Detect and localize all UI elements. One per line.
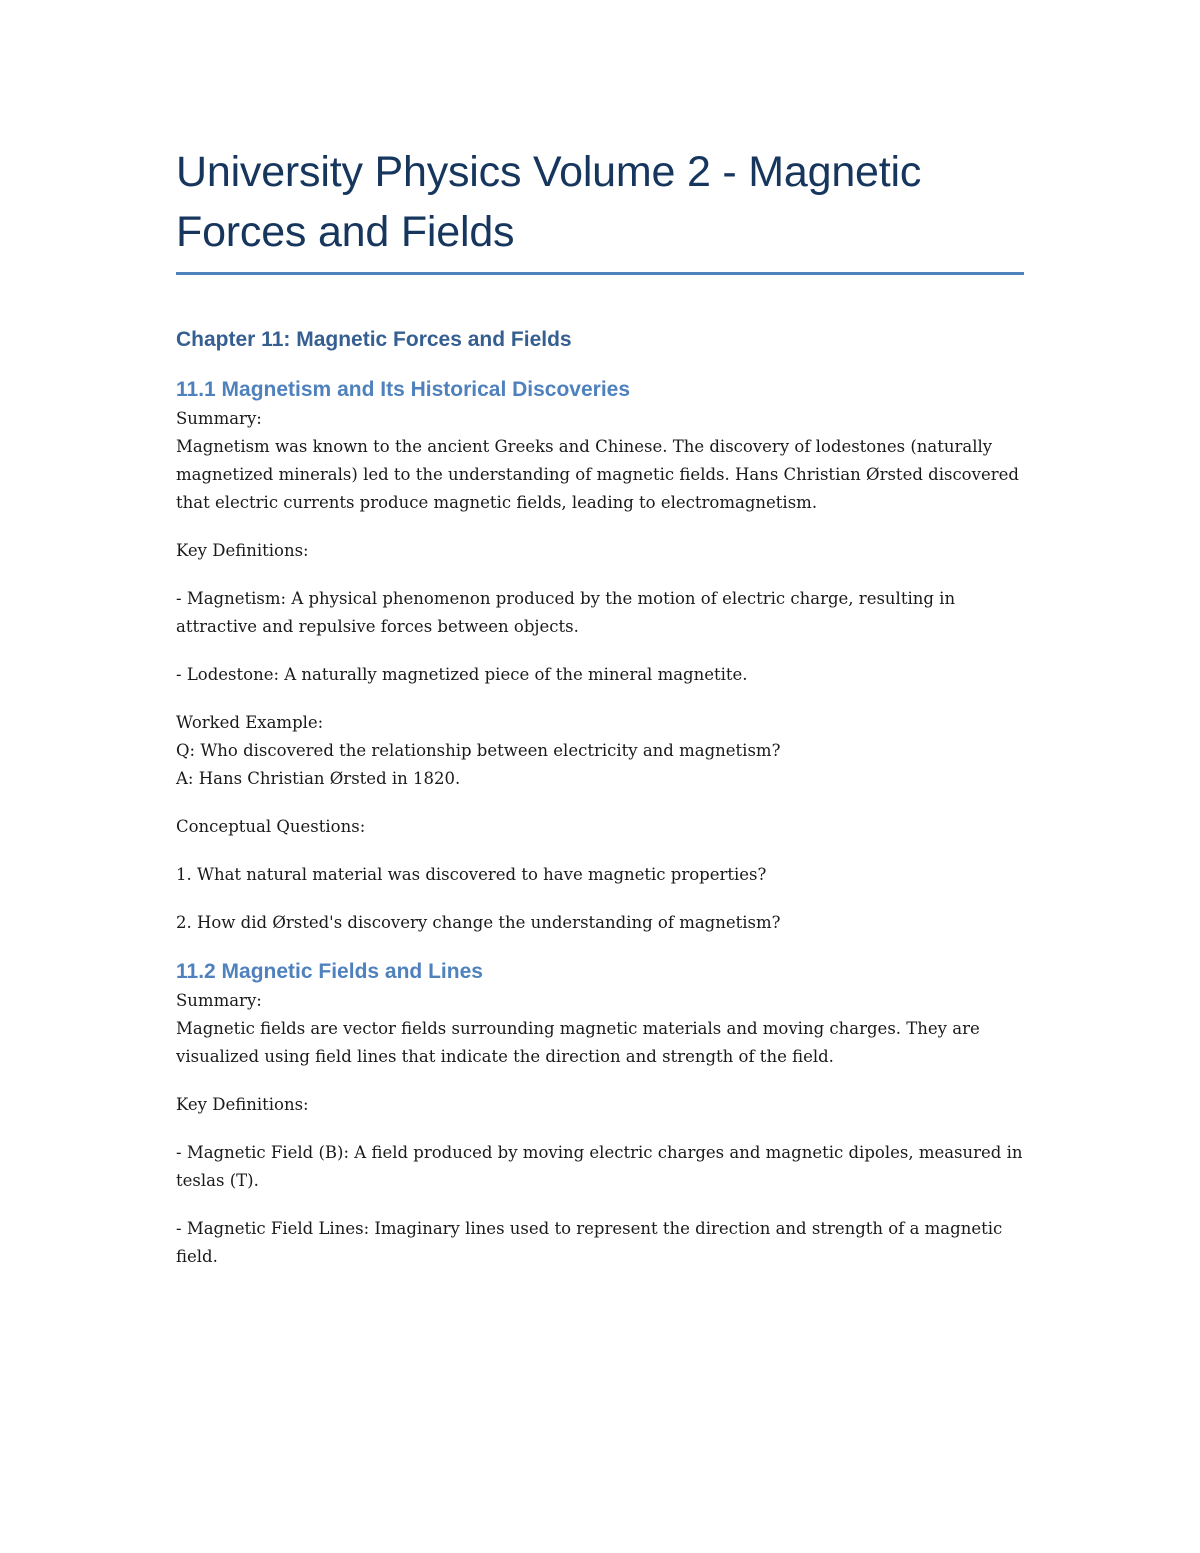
chapter-heading: Chapter 11: Magnetic Forces and Fields bbox=[176, 328, 572, 351]
summary-text: Magnetic fields are vector fields surrounding magnetic materials and moving charges. They are visualized using field lines that indicate the direction and strength of the field. bbox=[176, 1019, 980, 1066]
conceptual-question-1: 1. What natural material was discovered to have magnetic properties? bbox=[176, 865, 767, 884]
key-definitions-label: Key Definitions: bbox=[176, 541, 309, 560]
summary-label: Summary: bbox=[176, 991, 262, 1010]
worked-example-answer: A: Hans Christian Ørsted in 1820. bbox=[176, 769, 461, 788]
conceptual-question-2: 2. How did Ørsted's discovery change the understanding of magnetism? bbox=[176, 913, 781, 932]
section-heading-11-2: 11.2 Magnetic Fields and Lines bbox=[176, 960, 483, 983]
key-definitions-label: Key Definitions: bbox=[176, 1095, 309, 1114]
conceptual-questions-label: Conceptual Questions: bbox=[176, 817, 366, 836]
definition-magnetism: - Magnetism: A physical phenomenon produced by the motion of electric charge, resulting in attractive and repulsive forces between objects. bbox=[176, 589, 956, 636]
section-heading-11-1: 11.1 Magnetism and Its Historical Discoveries bbox=[176, 378, 631, 401]
document-title: University Physics Volume 2 - Magnetic Forces and Fields bbox=[176, 148, 922, 256]
definition-lodestone: - Lodestone: A naturally magnetized piece of the mineral magnetite. bbox=[176, 665, 748, 684]
summary-label: Summary: bbox=[176, 409, 262, 428]
summary-text: Magnetism was known to the ancient Greeks and Chinese. The discovery of lodestones (naturally magnetized minerals) led to the understanding of magnetic fields. Hans Christian Ørsted discovered that electric currents produce magnetic fields, leading to electromagnetism. bbox=[176, 437, 1019, 512]
definition-magnetic-field: - Magnetic Field (B): A field produced by moving electric charges and magnetic dipoles, measured in teslas (T). bbox=[176, 1143, 1023, 1190]
title-underline bbox=[176, 272, 1024, 275]
worked-example-question: Q: Who discovered the relationship between electricity and magnetism? bbox=[176, 741, 781, 760]
worked-example-label: Worked Example: bbox=[176, 713, 324, 732]
definition-field-lines: - Magnetic Field Lines: Imaginary lines used to represent the direction and strength of a magnetic field. bbox=[176, 1219, 1003, 1266]
